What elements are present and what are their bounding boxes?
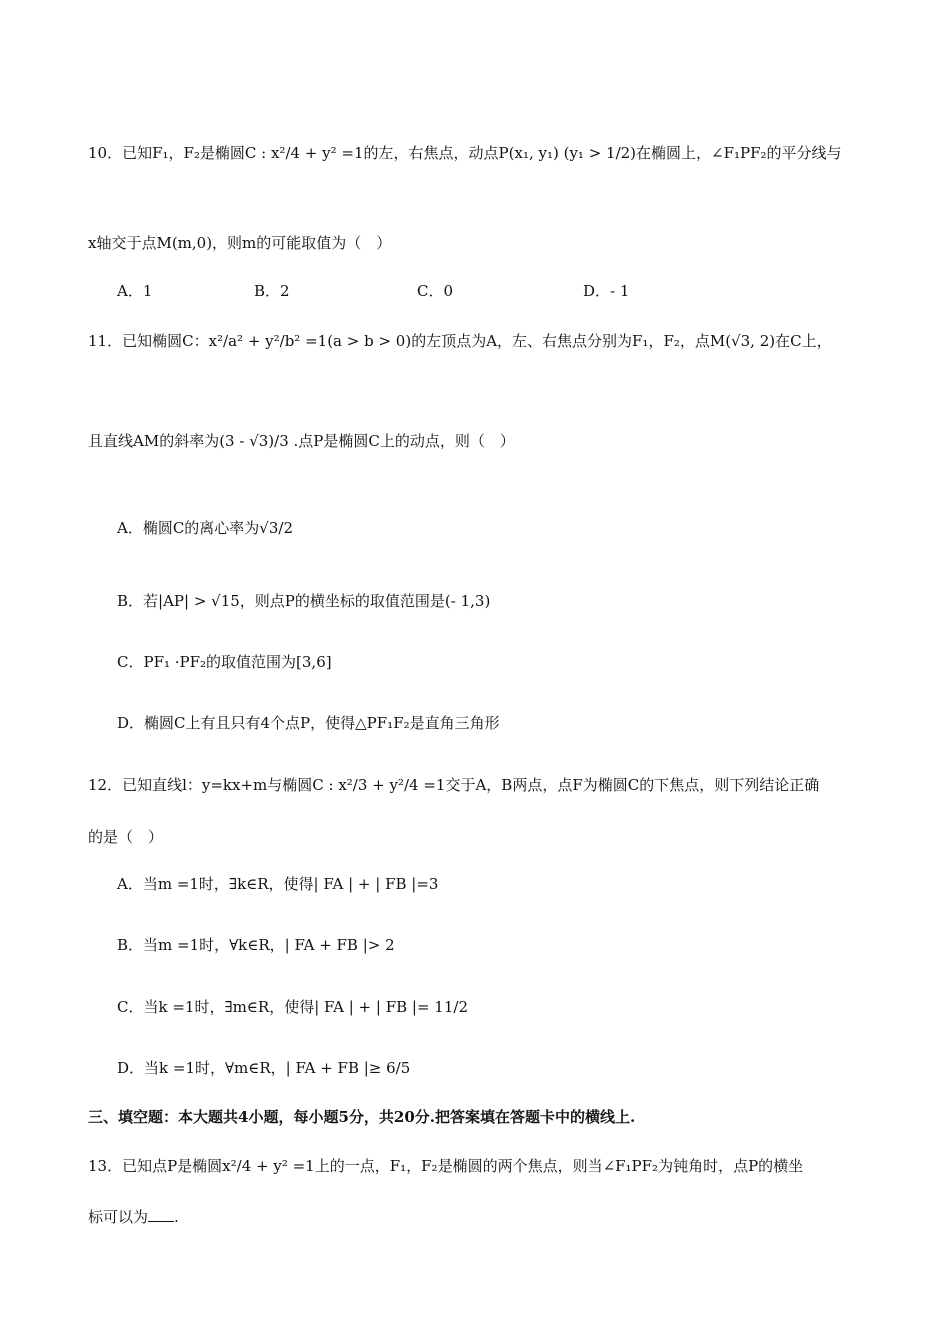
answer-blank[interactable] — [148, 1207, 174, 1222]
q10-option-b: B．2 — [254, 282, 290, 300]
section-3-heading: 三、填空题：本大题共4小题，每小题5分，共20分.把答案填在答题卡中的横线上. — [88, 1108, 636, 1126]
q13-line2-end: . — [174, 1208, 179, 1226]
q12-option-d: D．当k =1时，∀m∈R，| FA + FB |≥ 6/5 — [117, 1059, 411, 1077]
q11-option-b: B．若|AP| > √15，则点P的横坐标的取值范围是(- 1,3) — [117, 592, 491, 610]
q13-line2-text: 标可以为 — [88, 1208, 149, 1226]
q12-option-c: C．当k =1时，∃m∈R，使得| FA | + | FB |= 11/2 — [117, 998, 468, 1016]
q10-line2: x轴交于点M(m,0)，则m的可能取值为（ ） — [88, 234, 392, 252]
q11-option-d: D．椭圆C上有且只有4个点P，使得△PF₁F₂是直角三角形 — [117, 714, 500, 732]
q13-line1: 13．已知点P是椭圆x²/4 + y² =1上的一点，F₁，F₂是椭圆的两个焦点，则当∠F₁PF₂为钝角时，点P的横坐 — [88, 1157, 804, 1175]
q11-line2: 且直线AM的斜率为(3 - √3)/3 .点P是椭圆C上的动点，则（ ） — [88, 432, 515, 450]
q11-option-a: A．椭圆C的离心率为√3/2 — [117, 519, 294, 537]
q10-option-c: C．0 — [417, 282, 454, 300]
q10-option-d: D．- 1 — [583, 282, 630, 300]
q12-line2: 的是（ ） — [88, 828, 164, 846]
q11-line1: 11．已知椭圆C：x²/a² + y²/b² =1(a > b > 0)的左顶点为A，左、右焦点分别为F₁，F₂，点M(√3, 2)在C上， — [88, 332, 832, 350]
q11-option-c: C．PF₁ ·PF₂的取值范围为[3,6] — [117, 653, 332, 671]
q10-line1: 10．已知F₁，F₂是椭圆C : x²/4 + y² =1的左，右焦点，动点P(x₁, y₁) (y₁ > 1/2)在椭圆上，∠F₁PF₂的平分线与 — [88, 144, 842, 162]
q10-option-a: A．1 — [117, 282, 153, 300]
q13-line2 — [88, 1206, 862, 1228]
q12-line1: 12．已知直线l：y=kx+m与椭圆C : x²/3 + y²/4 =1交于A，B两点，点F为椭圆C的下焦点，则下列结论正确 — [88, 776, 820, 794]
q12-option-a: A．当m =1时，∃k∈R，使得| FA | + | FB |=3 — [117, 875, 439, 893]
q12-option-b: B．当m =1时，∀k∈R，| FA + FB |> 2 — [117, 936, 395, 954]
